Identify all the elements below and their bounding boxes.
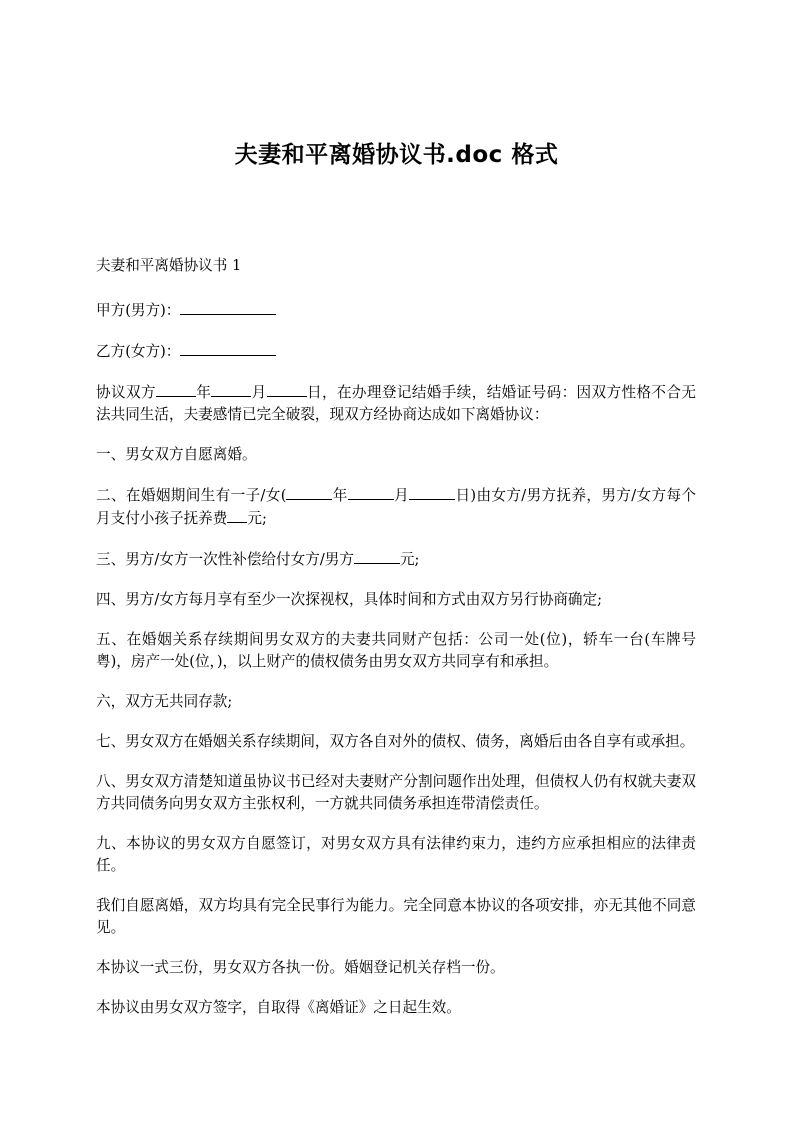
support-amount-blank <box>227 507 247 523</box>
document-body <box>96 255 696 1037</box>
year-blank <box>156 381 196 397</box>
party-a-label: 甲方(男方)： <box>96 302 181 319</box>
clause-7: 七、男女双方在婚姻关系存续期间，双方各自对外的债权、债务，离婚后由各自享有或承担。 <box>96 733 695 750</box>
clause-6: 六，双方无共同存款; <box>96 693 233 710</box>
clause-4: 四、男方/女方每月享有至少一次探视权，具体时间和方式由双方另行协商确定; <box>96 591 603 608</box>
effective-paragraph: 本协议由男女双方签字，自取得《离婚证》之日起生效。 <box>96 999 461 1016</box>
document-title: 夫妻和平离婚协议书.doc 格式 <box>234 142 559 168</box>
clause-2 <box>96 484 696 530</box>
party-b-label: 乙方(女方)： <box>96 343 181 360</box>
clause-8: 八、男女双方清楚知道虽协议书已经对夫妻财产分割问题作出处理，但债权人仍有权就夫妻双方共同债务向男女双方主张权利，一方就共同债务承担连带清偿责任。 <box>96 773 696 812</box>
intro-text-3: 月 <box>251 384 267 401</box>
intro-text-4: 日，在办理登记结婚手续，结婚证号码：因双方性格不合无法共同生活，夫妻感情已完全破裂，现双方经协商达成如下离婚协议： <box>96 384 696 423</box>
clause-9: 九、本协议的男女双方自愿签订，对男女双方具有法律约束力，违约方应承担相应的法律责任。 <box>96 835 696 874</box>
day-blank <box>267 381 307 397</box>
party-a-blank <box>180 299 276 315</box>
party-b-line <box>96 340 696 363</box>
clause-2-text-4: 日)由女方/男方抚养，男方/女方每个月支付小孩子抚养费 <box>96 487 696 527</box>
clause-3-text-2: 元; <box>399 551 420 568</box>
compensation-blank <box>354 548 400 564</box>
month-blank <box>211 381 251 397</box>
intro-paragraph <box>96 381 696 426</box>
copies-paragraph: 本协议一式三份，男女双方各执一份。婚姻登记机关存档一份。 <box>96 959 505 976</box>
clause-2-text-1: 二、在婚姻期间生有一子/女( <box>96 487 287 504</box>
intro-text-2: 年 <box>195 384 212 401</box>
clause-5: 五、在婚姻关系存续期间男女双方的夫妻共同财产包括：公司一处(位)，轿车一台(车牌号粤)，房产一处(位，)，以上财产的债权债务由男女双方共同享有和承担。 <box>96 631 696 670</box>
child-day-blank <box>409 484 455 500</box>
clause-3 <box>96 548 696 571</box>
clause-2-text-3: 月 <box>393 487 410 504</box>
party-b-blank <box>180 340 276 356</box>
statement-paragraph: 我们自愿离婚，双方均具有完全民事行为能力。完全同意本协议的各项安排，亦无其他不同意见。 <box>96 897 696 936</box>
intro-text-1: 协议双方 <box>96 384 156 401</box>
clause-2-text-5: 元; <box>247 510 267 527</box>
clause-1: 一、男女双方自愿离婚。 <box>96 446 257 463</box>
clause-3-text-1: 三、男方/女方一次性补偿给付女方/男方 <box>96 551 354 568</box>
party-a-line <box>96 299 696 322</box>
agreement-heading: 夫妻和平离婚协议书 1 <box>96 257 242 274</box>
child-month-blank <box>348 484 394 500</box>
clause-2-text-2: 年 <box>332 487 348 504</box>
child-year-blank <box>286 484 332 500</box>
